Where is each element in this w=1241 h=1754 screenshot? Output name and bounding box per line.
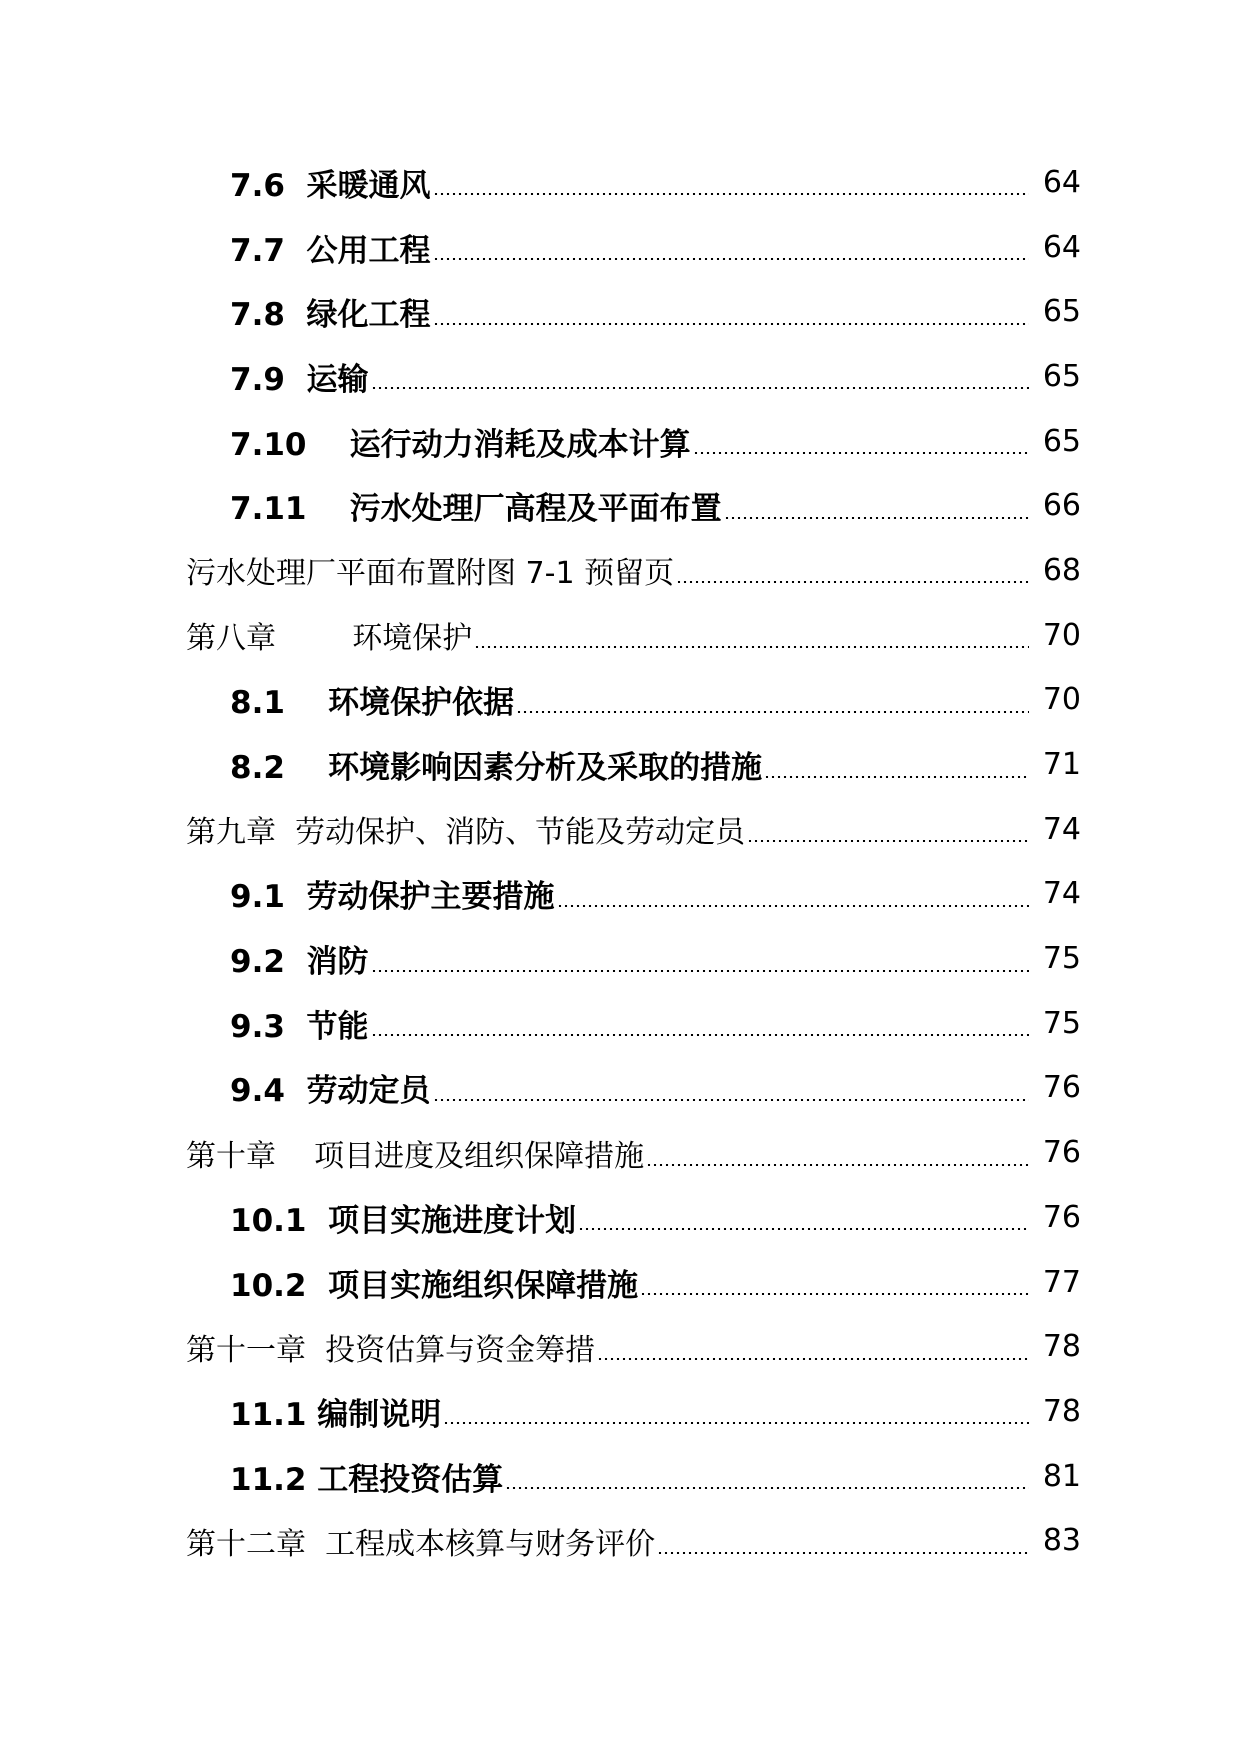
- toc-page-number: 75: [1042, 941, 1081, 977]
- toc-entry[interactable]: [0, 1250, 1241, 1315]
- toc-page-number: 76: [1042, 1070, 1081, 1106]
- table-of-contents: [0, 150, 1241, 1573]
- toc-entry[interactable]: [0, 668, 1241, 733]
- toc-entry-title: 7.11 污水处理厂高程及平面布置: [230, 491, 722, 528]
- toc-entry[interactable]: [0, 797, 1241, 862]
- toc-entry[interactable]: [0, 862, 1241, 927]
- toc-entry[interactable]: [0, 473, 1241, 538]
- toc-entry[interactable]: [0, 603, 1241, 668]
- toc-entry-title: 9.2 消防: [230, 944, 369, 981]
- dot-leader: [676, 581, 1029, 583]
- dot-leader: [474, 646, 1029, 648]
- toc-entry-title: 10.1 项目实施进度计划: [230, 1202, 577, 1239]
- dot-leader: [578, 1228, 1029, 1230]
- toc-page-number: 78: [1042, 1329, 1081, 1365]
- toc-entry-title: 第九章 劳动保护、消防、节能及劳动定员: [186, 815, 746, 851]
- dot-leader: [646, 1164, 1029, 1166]
- toc-entry[interactable]: [0, 1444, 1241, 1509]
- toc-entry-title: 11.1 编制说明: [230, 1396, 442, 1433]
- dot-leader: [764, 776, 1029, 778]
- toc-page-number: 65: [1042, 294, 1081, 330]
- toc-entry[interactable]: [0, 1379, 1241, 1444]
- dot-leader: [557, 905, 1029, 907]
- toc-entry-title: 8.2 环境影响因素分析及采取的措施: [230, 750, 763, 787]
- toc-entry-title: 7.8 绿化工程: [230, 297, 431, 334]
- dot-leader: [640, 1293, 1029, 1295]
- toc-entry-title: 第十章 项目进度及组织保障措施: [186, 1138, 645, 1174]
- dot-leader: [724, 517, 1029, 519]
- toc-entry-title: 第十二章 工程成本核算与财务评价: [186, 1526, 656, 1562]
- toc-entry-title: 10.2 项目实施组织保障措施: [230, 1267, 639, 1304]
- toc-entry-title: 7.9 运输: [230, 361, 369, 398]
- toc-entry-title: 7.10 运行动力消耗及成本计算: [230, 426, 691, 463]
- toc-entry-title: 9.1 劳动保护主要措施: [230, 879, 555, 916]
- toc-entry[interactable]: [0, 1314, 1241, 1379]
- toc-entry-title: 7.6 采暖通风: [230, 167, 431, 204]
- toc-entry[interactable]: [0, 1056, 1241, 1121]
- toc-page-number: 78: [1042, 1393, 1081, 1429]
- toc-page-number: 68: [1042, 552, 1081, 588]
- toc-entry[interactable]: [0, 1508, 1241, 1573]
- toc-entry-title: 9.4 劳动定员: [230, 1073, 431, 1110]
- toc-entry[interactable]: [0, 1185, 1241, 1250]
- dot-leader: [433, 258, 1029, 260]
- dot-leader: [433, 1099, 1029, 1101]
- toc-entry[interactable]: [0, 1120, 1241, 1185]
- toc-entry[interactable]: [0, 344, 1241, 409]
- dot-leader: [516, 711, 1029, 713]
- toc-page-number: 77: [1042, 1264, 1081, 1300]
- toc-page-number: 83: [1042, 1523, 1081, 1559]
- toc-entry-title: 8.1 环境保护依据: [230, 685, 515, 722]
- toc-entry[interactable]: [0, 409, 1241, 474]
- toc-entry[interactable]: [0, 279, 1241, 344]
- toc-entry[interactable]: [0, 538, 1241, 603]
- dot-leader: [371, 970, 1029, 972]
- toc-entry[interactable]: [0, 926, 1241, 991]
- toc-page-number: 70: [1042, 682, 1081, 718]
- toc-page-number: 74: [1042, 876, 1081, 912]
- toc-page-number: 65: [1042, 358, 1081, 394]
- toc-page-number: 71: [1042, 747, 1081, 783]
- toc-page-number: 64: [1042, 164, 1081, 200]
- toc-page-number: 74: [1042, 811, 1081, 847]
- toc-page-number: 75: [1042, 1005, 1081, 1041]
- toc-entry[interactable]: [0, 215, 1241, 280]
- dot-leader: [747, 840, 1029, 842]
- toc-page-number: 70: [1042, 617, 1081, 653]
- toc-entry[interactable]: [0, 150, 1241, 215]
- toc-entry-title: 第十一章 投资估算与资金筹措: [186, 1332, 596, 1368]
- dot-leader: [597, 1358, 1029, 1360]
- dot-leader: [433, 193, 1029, 195]
- toc-entry-title: 11.2 工程投资估算: [230, 1461, 504, 1498]
- toc-page-number: 76: [1042, 1199, 1081, 1235]
- dot-leader: [371, 387, 1029, 389]
- toc-page-number: 66: [1042, 488, 1081, 524]
- dot-leader: [505, 1487, 1029, 1489]
- toc-page-number: 65: [1042, 423, 1081, 459]
- dot-leader: [443, 1422, 1029, 1424]
- toc-entry-title: 污水处理厂平面布置附图 7-1 预留页: [186, 556, 675, 592]
- dot-leader: [693, 452, 1029, 454]
- toc-page-number: 64: [1042, 229, 1081, 265]
- toc-page-number: 76: [1042, 1135, 1081, 1171]
- toc-entry[interactable]: [0, 991, 1241, 1056]
- toc-entry-title: 第八章 环境保护: [186, 621, 473, 657]
- toc-entry-title: 9.3 节能: [230, 1008, 369, 1045]
- dot-leader: [371, 1034, 1029, 1036]
- toc-page-number: 81: [1042, 1458, 1081, 1494]
- dot-leader: [657, 1552, 1029, 1554]
- dot-leader: [433, 323, 1029, 325]
- toc-entry[interactable]: [0, 732, 1241, 797]
- toc-entry-title: 7.7 公用工程: [230, 232, 431, 269]
